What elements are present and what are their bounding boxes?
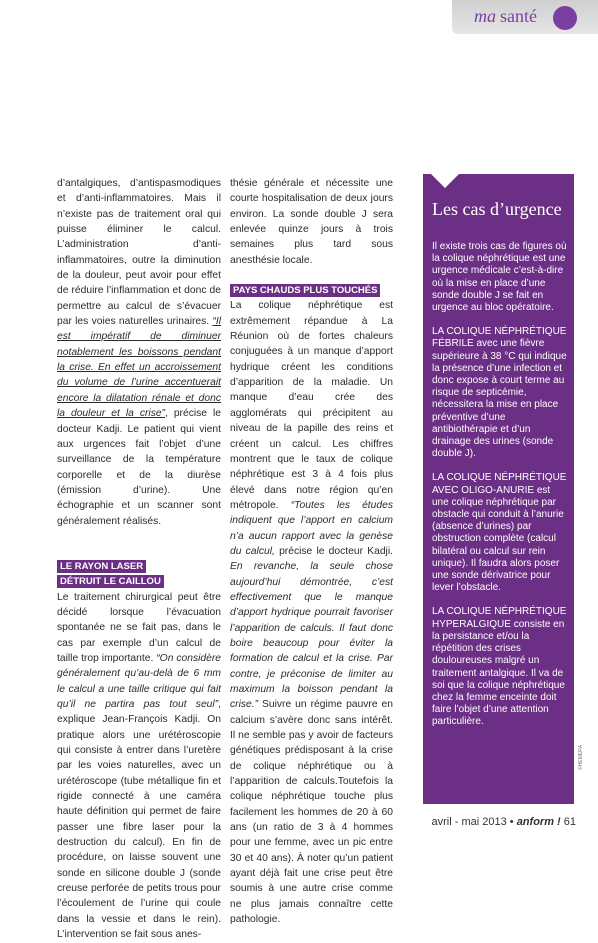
- section-header-title: [474, 6, 537, 27]
- paragraph: Le traitement chirurgical peut être décidé lorsque l’évacuation spontanée ne se fait pas, dans le cas par exemple d’un calcul de taille trop importante. “On considère généralement qu’au-delà de 6 mm le calcul a une taille critique qui fait qu’il ne partira pas tout seul”, explique Jean-François Kadji. On pratique alors une urétéroscopie qui consiste à entrer dans l’uretère par les voies naturelles, avec un urétéroscope (tube métallique fin et rigide connecté à une caméra haute définition qui permet de faire passer une fibre laser pour la destruction du calcul). En fin de procédure, on laisse souvent une sonde en silicone double J (sonde creuse perforée de petits trous pour l’écoulement de l’urine qui coule dans la vessie et dans le rein). L’intervention se fait sous anes-: [57, 591, 221, 941]
- issue-date: avril - mai 2013: [431, 816, 507, 828]
- subheading-laser: LE RAYON LASER: [57, 560, 146, 573]
- article-column-1: [57, 176, 221, 943]
- sidebar-body: [432, 241, 568, 741]
- photo-credit: ©HEMERA: [578, 744, 584, 770]
- footer-separator: •: [509, 816, 514, 828]
- paragraph: d’antalgiques, d’antispasmodiques et d’anti-inflammatoires. Mais il n’existe pas de traitement oral qui puisse éliminer le calcul. L’administration d’anti-inflammatoires, outre la diminution de la douleur, peut avoir pour effet de réduire l’inflammation et donc de permettre au calcul de s’évacuer par les voies naturelles urinaires. “Il est impératif de diminuer notablement les boissons pendant la crise. En effet un accroissement du volume de l’urine accentuerait encore la dilatation rénale et donc la douleur et la crise”, précise le docteur Kadji. Le patient qui vient aux urgences fait l’objet d’une surveillance de la température corporelle et de la diurèse (émission d’urine). Une échographie et un scanner sont généralement réalisés.: [57, 178, 221, 527]
- section-label: santé: [500, 6, 537, 26]
- article-column-2: [230, 176, 393, 928]
- sidebar-notch: [431, 174, 459, 188]
- paragraph: La colique néphrétique est extrêmement répandue à La Réunion où de fortes chaleurs conjuguées à un manque d’apport hydrique créent les conditions d’apparition de la maladie. Un manque d’eau crée des agglomérats qui précipitent au niveau de la papille des reins et créent un calcul. Les chiffres montrent que le taux de colique néphrétique est 3 à 4 fois plus élevé dans notre région qu’en métropole. “Toutes les études indiquent que l’apport en calcium n’a aucun rapport avec la genèse du calcul, précise le docteur Kadji. En revanche, la seule chose aujourd’hui démontrée, c’est effectivement que le manque d’apport hydrique pourrait favoriser l’apparition de calculs. Il faut donc boire beaucoup pour éviter la formation de calcul et la crise. Par contre, je préconise de limiter au maximum la boisson pendant la crise.” Suivre un régime pauvre en calcium s’avère donc sans intérêt. Il ne semble pas y avoir de facteurs génétiques prédisposant à la crise de colique néphrétique ou à l’apparition de calculs.Toutefois la colique néphrétique touche plus facilement les hommes de 20 à 60 ans (un ratio de 3 à 4 hommes pour une femme, avec un pic entre 30 et 40 ans). À noter qu’un patient ayant déjà fait une crise peut être soumis à une autre crise comme ne plus jamais connaître cette pathologie.: [230, 300, 393, 926]
- paragraph: thésie générale et nécessite une courte hospitalisation de deux jours environ. La sonde double J sera enlevée quinze jours à trois semaines plus tard sous anesthésie locale.: [230, 178, 393, 266]
- sidebar-case-fever: LA COLIQUE NÉPHRÉTIQUE FÉBRILE avec une fièvre supérieure à 38 °C qui indique la présence d’une infection et donc expose à court terme au risque de septicémie, nécessitera la mise en place préventive d’une antibiothérapie et d’un drainage des urines (sonde double J).: [432, 326, 567, 460]
- doctor-quote: “Il est impératif de diminuer notablement les boissons pendant la crise. En effet un accroissement du volume de l’urine accentuerait encore la dilatation rénale et donc la douleur et la crise”: [57, 316, 221, 420]
- sidebar-title: Les cas d’urgence: [432, 199, 562, 219]
- subheading-pays-chauds: PAYS CHAUDS PLUS TOUCHÉS: [230, 284, 380, 297]
- page-footer: [432, 816, 577, 828]
- page-number: 61: [563, 816, 576, 828]
- doctor-quote: “Toutes les études indiquent que l’apport en calcium n’a aucun rapport avec la genèse du calcul,: [230, 499, 393, 557]
- section-dot-icon: [553, 6, 577, 30]
- sidebar-intro: Il existe trois cas de figures où la colique néphrétique est une urgence médicale c’est-à-dire où la mise en place d’une sonde double J se fait en urgence au bloc opératoire.: [432, 241, 567, 314]
- sidebar-case-anuria: LA COLIQUE NÉPHRÉTIQUE AVEC OLIGO-ANURIE est une colique néphrétique par obstacle qui conduit à l’anurie (absence d’urines) par obstruction complète (calcul bilatéral ou calcul sur rein unique). Il faudra alors poser une sonde dérivatrice pour lever l’obstacle.: [432, 472, 567, 594]
- magazine-brand: anform !: [516, 816, 561, 828]
- sidebar-case-hyperalgic: LA COLIQUE NÉPHRÉTIQUE HYPERALGIQUE consiste en la persistance et/ou la répétition des crises douloureuses malgré un traitement antalgique. Il va de soi que la colique néphrétique chez la femme enceinte doit faire l’objet d’une attention particulière.: [432, 606, 567, 728]
- doctor-quote: En revanche, la seule chose aujourd’hui démontrée, c’est effectivement que le manque d’apport hydrique pourrait favoriser l’apparition de calculs. Il faut donc boire beaucoup pour éviter la formation de calcul et la crise. Par contre, je préconise de limiter au maximum la boisson pendant la crise.”: [230, 561, 393, 711]
- sidebar-box: [423, 174, 574, 804]
- subheading-laser-line2: DÉTRUIT LE CAILLOU: [57, 575, 164, 588]
- doctor-quote: “On considère généralement qu’au-delà de 6 mm le calcul a une taille critique qui fait qu’il ne partira pas tout seul”: [57, 652, 221, 710]
- magazine-label: ma: [474, 6, 496, 26]
